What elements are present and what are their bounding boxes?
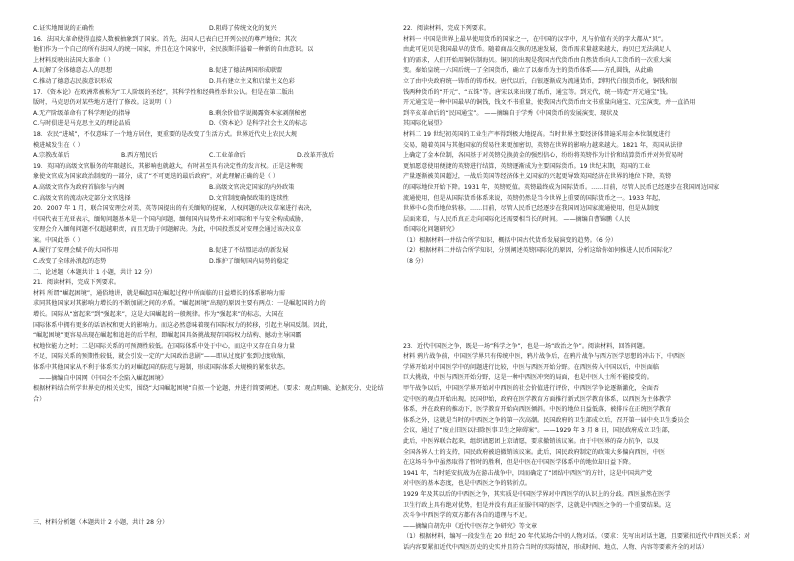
option-row [33,109,385,120]
option-c: C.高级文官的流动决定部分文官选择 [33,194,131,202]
question-23-line: 此后，中医界联合起来，组织请愿团上京请愿，要求撤销该议案。由于中医界的奋力抗争，以及 [403,438,659,445]
option-b: B.促进了德法两国形成联盟 [209,67,283,75]
question-22-line: 交易，随着英国与其他国家的贸易往来更加密切，英镑在世界的影响力越来越大。1821 年，英国从法律 [403,141,683,149]
question-22-subquestion: （2）根据材料二并结合所学知识，分别阐述英镑国际化的原因，分析这给你如何推进人民币国际化？ [403,247,676,255]
option-d: D.阻碍了传统文化的复兴 [209,25,277,32]
right-column [403,24,755,553]
question-22-line: 立了由中央政府统一铸币的铸币权。唐代以后，白银逐渐成为流通货币，到明代白银货币化，铜钱和银 [403,77,678,85]
question-18-line: 模进城发生在（ ） [33,141,84,149]
option-a: A.履行了安理会赋予的大国作用 [33,247,119,255]
option-d: D.《资本论》是科学社会主义的标志 [209,120,308,128]
question-17-line: 17．《资本论》在欧洲常被称为“工人阶级的圣经”，其科学性和经典性举世公认。但是在第二版出 [33,88,294,96]
question-23-line: 体系之外，这就是当时的中西医之争的第一次高潮。民国政府的卫生部成立后，召开第一届中央卫生委员会 [403,416,690,424]
question-23-line: 1929 年及其以后的中西医之争，其实质是中国医学界对中西医学的认识上的分歧。西医虽然在医学 [403,490,671,498]
question-22-line: 币国际化问题研究》 [403,226,458,234]
question-22-subquestion: （8 分） [403,258,428,266]
question-23-line: 定中医的观点开始出现。民国伊始，政府在医学教育方面推行新式医学教育体系，以西医为主体教学 [403,395,672,403]
question-22-line: 材料二 19 世纪初英国的工业生产率得到极大地提高。当时世界主要经济体普遍采用金本位制度进行 [403,130,671,138]
question-21-line: 不足，国际关系的预期性较低，就会引发一定的“大国政治悲剧”——即从过度扩张到过度收缩， [33,353,290,361]
question-22-line: 的国际地位开始下降。1931 年，英镑贬值。英镑最终成为国际货币。……目前，尽管人民币已经逐步在我国周边国家 [403,183,720,191]
question-20-line: 案。中国此举（ ） [33,236,84,244]
question-19-line: 19．英国的高级文官服务的年限越长，其影响也就越大，有时甚至具有决定性的发言权。正是这种现 [33,162,303,170]
question-22-line: 层面来看，与人民币真正走向国际化还需要相当长的时间。 ——摘编自曹锦鹏《人民 [403,215,631,223]
option-b: B.促进了不结盟运动的新发展 [209,247,289,255]
question-23-line: 体系，并在政府的推动下，医学教育开始向西医倾斜。中医的地位日益低落，被排斥在正统医学教育 [403,406,672,414]
option-c: C.推动了德意志民族意识形成 [33,77,113,85]
option-d: D.具有建立主义和启蒙主义色彩 [209,77,295,85]
question-22-line: 22．阅读材料，完成下列要求。 [403,25,490,32]
option-c: C.与时俱进是马克思主义的理论品质 [33,120,131,128]
question-22-line: 其国际化展望》 [403,120,446,128]
option-d: D.维护了缅甸国内局势的稳定 [209,258,289,266]
question-21-line: 21．阅读材料，完成下列要求。 [33,279,120,287]
question-21-requirement: 根据材料结合所学世界史的相关史实，围绕“大国崛起困境”自拟一个论题，并进行简要阐述。（要求：观点明确、论据充分、史论结合） [33,385,384,403]
question-21-line: 材料 所谓“崛起困境”，通俗地讲，就是崛起国在崛起过程中所面临的日益增长的体系影响力需 [33,289,286,297]
question-23-line: 1941 年，当时延安抗战为在游击战争中，因而确定了“团结中西医”的方针，这是中国共产党 [403,469,653,477]
question-16-line: 16．法国大革命使得直接人数被抽象到了国家。首先，法国人已表白已开列公民的尊严地位；其次 [33,35,297,43]
question-23-line: 材料 鸦片战争前，中国医学界只有传统中医，鸦片战争后，在鸦片战争与西方医学思想的冲击下，中西医 [403,353,686,361]
question-22-line: 由此可见贝是我国最早的货币。随着商品交换的迅速发展，货币需求量越来越大，海贝已无法满足人 [403,46,672,54]
question-22-line: 变。秦始皇统一六国后统一了全国货币，确立了以秦币为主的货币体系——方孔圆钱，从此确 [403,67,653,75]
option-row [33,151,385,162]
option-row [33,24,385,35]
option-row [33,119,385,130]
question-21-line: 体系中其他国家从不利于体系实力的对崛起国的防范与遏制，形成国际体系大规模的紧张状态。 [33,364,289,371]
option-row [33,257,385,268]
option-a: A.瓦解了全体德意志人的思想 [33,67,113,75]
question-20-line: 中国代表王光亚表示，缅甸问题基本是一个国内问题，缅甸国内局势并未对国际和平与安全构成威胁， [33,215,308,223]
question-23-line: 甲午战争以后，中国医学界开始对中西医的社会价值进行评价，中西医学争论逐渐激化，全面否 [403,385,659,393]
question-22-line: 世界中心货币地位转移。……目前，尽管人民币已经逐步在我国周边国家流通使用，但是从制度 [403,205,659,213]
left-column [33,24,385,405]
question-23-line: 学界开始对中国医学中的问题进行比较，中医与西医开始分野。在西医传入中国以后，中医面临 [403,363,659,371]
question-22-line: 上确定了金本位制，各国基于对英镑兑换黄金的强烈信心，纷纷将英镑作为计价和结算货币并对外贸易时 [403,152,684,160]
question-22-line: 流通使用，但是从国际货币体系来说，英镑仍然是当今世界上重要的国际货币之一。1933 年起， [403,194,665,202]
question-22-line: 产量逐渐被美国超过，一战后美国等经济体主义国家的兴起更导致英国经济在世界的地位下降，英镑 [403,173,672,181]
question-23-source: ——摘编自胡先申《近代中医存之争研究》等文章 [403,522,538,530]
question-16-line: 上材料反映出法国大革命（ ） [33,56,115,64]
question-20-line: 安理会介入缅甸问题不仅超越职责，而且无助于问题解决。为此，中国投票反对安理会通过该决议草 [33,226,302,234]
option-b: B.西方殖民后 [121,152,158,160]
question-23-line: 全国各界人士的支持，国民政府被迫撤销该议案。此后，国民政府制定的政策大多偏向西医，中医 [403,448,666,456]
section-2-title: 二、论述题（本题共计 1 小题，共计 12 分） [33,268,156,276]
option-b: B.高级文官决定国家的内外政策 [209,183,295,191]
question-23-line: 对中医的基本态度，也是中西医之争的转折点。 [403,480,531,488]
option-d: D.文官制度确保政策的连续性 [209,194,289,202]
question-22-subquestion: （1）根据材料一并结合所学知识，概括中国古代货币发展演变的趋势。（6 分） [403,236,617,244]
question-19-line: 象使文官成为国家政治制度的一部分，成了“不可更迭的最后政府”，对此理解正确的是（ ） [33,173,279,181]
question-21-line: “崛起困境”更容易出现在崛起和追赶的后半程，即崛起国具备挑战现存国际权力结构、撼动主导国霸 [33,332,302,340]
question-20-line: 20．2007 年 1 月，联合国安理会对美、英等国提出的有关缅甸的提案，人权问题的决议草案进行表决， [33,205,316,213]
question-23-subquestion: （1）根据材料，编写一段发生在 20 世纪 20 年代某场合中的人物对话。（要求：先写出对话主题，且要紧扣近代中西医关系；对话内容要紧扣近代中西医历史的史实并且符合当时的实际情况，形成时间、地点、人物、内容等要素齐全的对话） [403,533,751,551]
option-a: A.高级文官作为政府首脑参与内阁 [33,183,125,191]
question-23-line: 会议，通过了“废止旧医以扫除医事卫生之障碍案”。——1929 年 3 月 8 日，国民政府成立卫生部， [403,427,674,435]
option-c: C.工业革命后 [209,152,246,160]
option-a: A.无产阶级革命有了科学理论的指导 [33,109,131,117]
question-22-line: 到辛亥革命后的“民国通宝”。 ——摘编自于学秀《中国货币的发展演变、现状及 [403,109,619,117]
option-c: C.证实地图说的正确性 [33,25,95,32]
option-row [33,77,385,88]
option-row [33,183,385,194]
option-row [33,246,385,257]
question-21-line: 国际体系中拥有更多的话语权和更大的影响力。而这必然意味着现有国际权力的转移，引起主导国反制。因此， [33,321,332,329]
question-23-line: 巨大挑战，中医与西医开始分野，这是一种中西医冲突的局面，也是中医人士所不能接受的。 [403,374,653,382]
question-21-source: ——摘编自中国网《中国会不会陷入崛起困境》 [39,374,167,382]
question-23-line: 次斗争中西医学的双方都有各自的道理与不足。 [403,512,531,520]
option-c: C.改变了全球孙浪起的态势 [33,258,107,266]
question-22-line: 们的需求，人们开始用铜仿制海贝。铜贝的出现是我国古代货币由自然货币向人工货币的一次重大演 [403,56,672,64]
question-21-line: 增长。国际从“富起来”到“强起来”，这是大国崛起的一般规律。作为“强起来”的标志，大国在 [33,311,284,319]
option-d: D.改革开放后 [297,152,335,160]
question-22-line: 更加愿意使用便捷的英镑进行结算，英镑逐渐成为主要国际货币。19 世纪末期，英国的工业 [403,162,651,170]
question-23-line: 23．近代中国医之争，既是一场“科学之争”，也是一场“政治之争”。阅读材料，回答问题。 [403,342,649,350]
question-18-line: 18．农民“进城”，不仅意味了一个地方居住，更重要的是改变了生活方式。世界近代史上农民大规 [33,130,297,138]
option-b: B.剩余价值学说揭露资本家剥削秘密 [209,109,307,117]
question-23-line: 卫生行政上具有绝对优势，但是并没有真正征服中国的医学，这就是中西医之争的一个重要结果。这 [403,501,672,509]
option-row [33,66,385,77]
question-23-line: 在这场斗争中虽然取得了暂时的胜利，但是中医在中国医学体系中的地位却日益下降。 [403,459,635,467]
question-22-line: 开元通宝是一种中国最早的铜钱，钱文不书重量，使我国古代货币由文书重量向通宝、元宝演变，并一直沿用 [403,99,696,107]
option-row [33,194,385,205]
question-22-line: 钱两种货币的“开元”、“五铢”等。唐宋以来出现了纸币，通宝等。到元代，统一铸造“开元通宝”钱。 [403,88,672,96]
question-17-line: 版时，马克思仍对某些地方进行了修改。这说明（ ） [33,99,176,107]
question-21-line: 求同其他国家对其影响力增长的不断加剧之间的矛盾。“崛起困境”出现的原因主要有两点：一是崛起国的力的 [33,300,326,308]
section-3-title: 三、材料分析题（本题共计 2 小题，共计 28 分） [33,519,169,526]
question-21-line: 权地位能力之时；二是国际关系的可预测性较低。在国际体系中处于中心，而这中又存在自身力量 [33,342,296,350]
question-22-line: 材料一 中国是世界上最早使用货币的国家之一，在中国的汉字中，凡与价值有关的字大都从“贝”。 [403,35,668,43]
option-a: A.宗教改革后 [33,152,70,160]
question-16-line: 他们作为一个自己的所有法国人的统一国家，并且在这个国家中，全民族斯洋溢着一种新的自由意识。以 [33,46,314,54]
